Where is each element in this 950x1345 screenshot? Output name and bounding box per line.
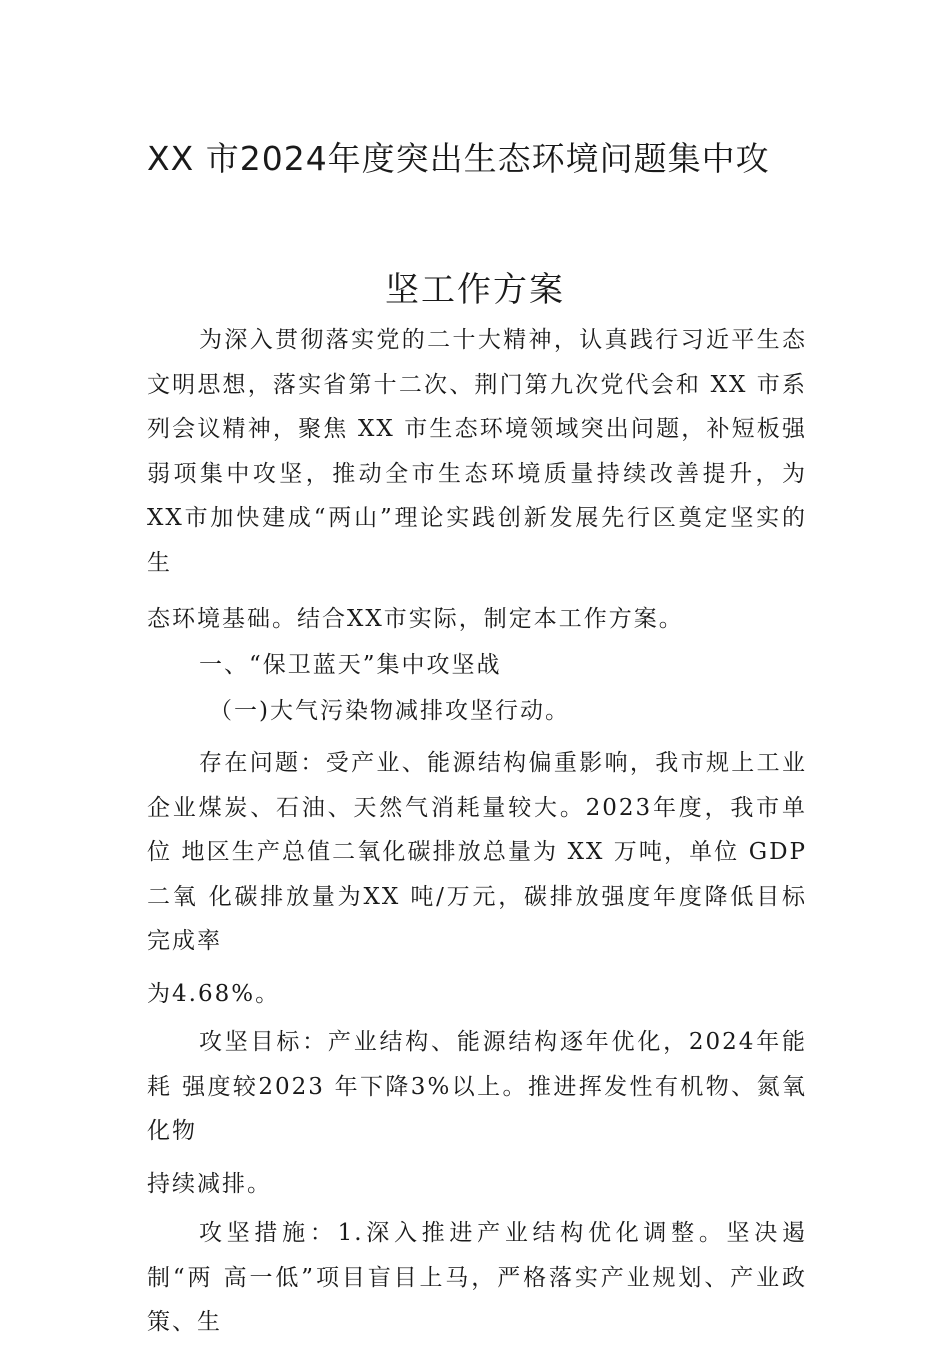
paragraph-measures: 攻坚措施：1.深入推进产业结构优化调整。坚决遏制“两 高一低”项目盲目上马，严格落实产业规划、产业政策、生 — [147, 1220, 807, 1335]
section-heading-1: 一、“保卫蓝天”集中攻坚战 — [199, 652, 502, 678]
paragraph-intro: 为深入贯彻落实党的二十大精神，认真践行习近平生态文明思想，落实省第十二次、荆门第九次党代会和 XX 市系列会议精神，聚焦 XX 市生态环境领域突出问题，补短板强弱项集中攻坚，推动全市生态环境质量持续改善提升，为XX市加快建成“两山”理论实践创新发展先行区奠定坚实的生 — [147, 327, 807, 576]
paragraph-target: 攻坚目标：产业结构、能源结构逐年优化，2024年能耗 强度较2023 年下降3%以上。推进挥发性有机物、氮氧化物 — [147, 1029, 807, 1144]
document-title-line2: 坚工作方案 — [385, 270, 565, 310]
document-title-line1: XX 市2024年度突出生态环境问题集中攻 — [147, 139, 770, 178]
paragraph-problem-cont: 为4.68%。 — [147, 981, 281, 1007]
paragraph-intro-cont: 态环境基础。结合XX市实际，制定本工作方案。 — [147, 606, 684, 632]
subsection-heading-1: （一)大气污染物减排攻坚行动。 — [209, 698, 570, 724]
paragraph-target-cont: 持续减排。 — [147, 1171, 272, 1197]
paragraph-problem: 存在问题：受产业、能源结构偏重影响，我市规上工业企业煤炭、石油、天然气消耗量较大。2023年度，我市单位 地区生产总值二氧化碳排放总量为 XX 万吨，单位 GDP 二氧 化碳排放量为XX 吨/万元，碳排放强度年度降低目标完成率 — [147, 750, 807, 954]
